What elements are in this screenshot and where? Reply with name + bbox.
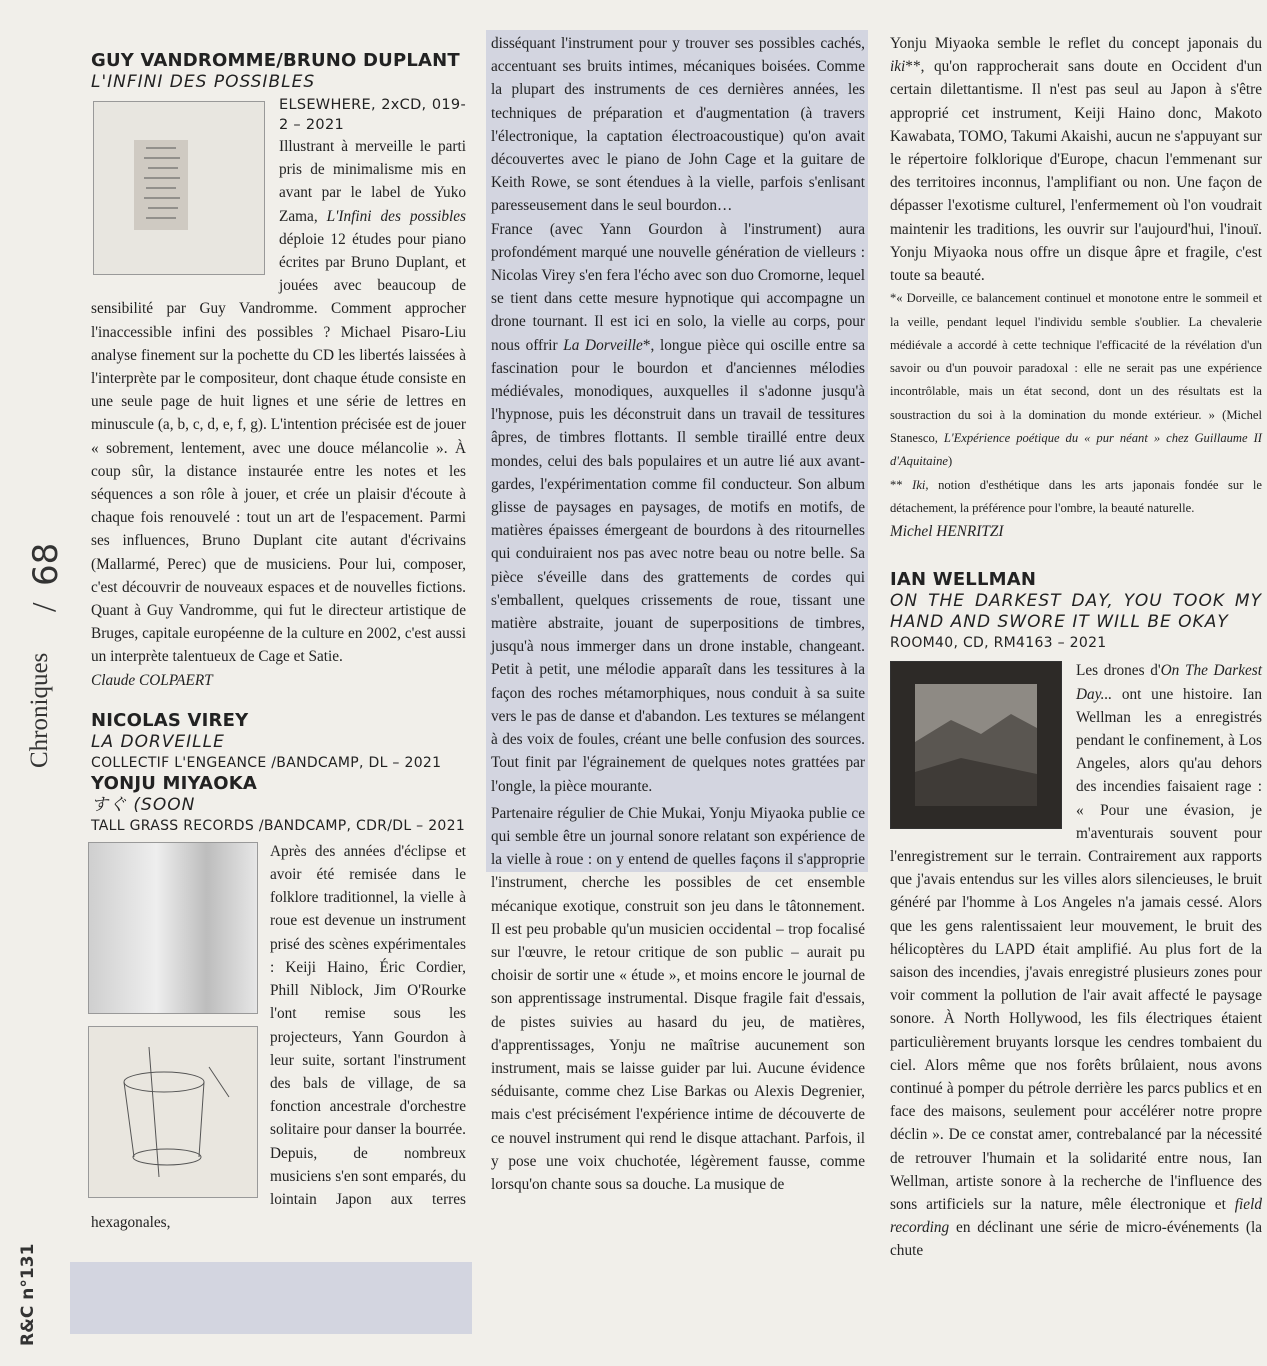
review-title: IAN WELLMAN xyxy=(890,569,1037,591)
review-title: YONJU MIYAOKA xyxy=(91,772,257,794)
album-cover-art xyxy=(94,102,264,274)
album-cover-soon xyxy=(88,842,258,1014)
column-2 xyxy=(491,32,865,1196)
review-subtitle: ON THE DARKEST DAY, YOU TOOK MY HAND AND SWORE IT WILL BE OKAY xyxy=(890,591,1262,633)
review-label: COLLECTIF L'ENGEANCE /BANDCAMP, DL – 2021 xyxy=(91,754,442,771)
review-subtitle: LA DORVEILLE xyxy=(91,731,225,752)
review-body: disséquant l'instrument pour y trouver ses possibles cachés, accentuant ses bruits intimes, mécaniques boisées. Comme la plupart des instruments de ces dernières années, les techniques de préparation et d'augmentation (à travers l'électronique, la captation électroacoustique) qu'on avait découvertes avec le piano de John Cage et la guitare de Keith Rowe, se sont étendues à la vielle, parfois s'enlisant paresseusement dans le seul bourdon… xyxy=(491,35,865,215)
review-body: Après des années d'éclipse et avoir été remisée dans le folklore traditionnel, la vielle à roue est devenue un instrument prisé des scènes expérimentales : Keiji Haino, Éric Cordier, Phill Niblock, Jim O'Rourke l'ont remise sous les projecteurs, Yann Gourdon à leur suite, sortant l'instrument des bals de village, de sa fonction ancestrale d'orchestre solitaire pour danser la bourrée. Depuis, de nombreux musiciens s'en sont emparés, du lointain Japon aux terres hexagonales, xyxy=(91,842,466,1232)
review-label: ELSEWHERE, 2xCD, 019-2 – 2021 xyxy=(279,97,466,133)
review-body: Illustrant à merveille le parti pris de minimalisme mis en avant par le label de Yuko Zama, L'Infini des possibles déploie 12 études pour piano écrites par Bruno Duplant, et jouées avec beaucoup de sensibilité par Guy Vandromme. Comment approcher l'inaccessible infini des possibles ? Michael Pisaro-Liu analyse finement sur la pochette du CD les libertés laissées à l'interprète par le compositeur, dont chaque étude consiste en une seule page de huit lignes et une série de lettres en minuscule (a, b, c, d, e, f, g). L'intention précisée est de jouer « sobrement, lentement, avec une douce mélancolie ». À coup sûr, la distance instaurée entre les notes et les séquences a son rôle à jouer, et crée un plaisir d'écoute à chaque fois renouvelé : tout un art de l'espacement. Parmi ses influences, Bruno Duplant cite autant d'écrivains (Mallarmé, Perec) que de musiciens. Pour lui, composer, c'est découvrir de nouveaux espaces et de nouvelles fictions. Quant à Guy Vandromme, qui fut le directeur artistique de Bruges, capitale européenne de la culture en 2002, c'est aussi un interprète talentueux de Cage et Satie. xyxy=(91,138,466,666)
review-author: Claude COLPAERT xyxy=(91,671,213,689)
review-title: NICOLAS VIREY xyxy=(91,709,249,731)
album-cover-photo xyxy=(891,662,1061,828)
section-label: Chroniques xyxy=(26,652,53,768)
review-body: Les drones d'On The Darkest Day... ont une histoire. Ian Wellman les a enregistrés pendant le confinement, à Los Angeles, alors qu'au dehors des incendies faisaient rage : « Pour une évasion, je m'aventurais souvent pour l'enregistrement sur le terrain. Contrairement aux rapports que j'avais entendus sur les villes alors silencieuses, le bruit généré par l'homme à Los Angeles n'a jamais cessé. Alors que les gens ralentissaient leur mouvement, le bruit des hélicoptères du LAPD était amplifié. Au plus fort de la saison des incendies, j'avais enregistré plusieurs zones pour voir comment la pollution de l'air avait affecté le paysage sonore. À North Hollywood, les fils électriques étaient particulièrement bruyants lorsque les cendres tombaient du ciel. Alors même que nos forêts brûlaient, nous avons continué à pomper du pétrole derrière les parcs publics et en face des maisons, seulement pour accélérer notre propre déclin ». De ce constat amer, contrebalancé par la nécessité de retrouver l'humain et la solidarité entre nous, Ian Wellman, artiste sonore à la recherche de l'influence des sons artificiels sur la nature, mêle électronique et field recording en déclinant une série de micro-événements (la chute xyxy=(890,662,1262,1260)
album-cover-sketch xyxy=(88,1026,258,1198)
issue-number: R&C n°131 xyxy=(18,1243,38,1346)
footnote: *« Dorveille, ce balancement continuel et monotone entre le sommeil et la veille, pendant lequel l'individu semble s'oublier. La chevalerie médiévale a accordé à cette technique l'efficacité de la révélation d'un savoir ou d'un pouvoir paradoxal : elle ne serait pas une expérience incontrôlable, mais un état second, dont un des résultats est la soustraction du soi à la domination du monde extérieur. » (Michel Stanesco, L'Expérience poétique du « pur néant » chez Guillaume II d'Aquitaine) xyxy=(890,291,1262,469)
review-body: France (avec Yann Gourdon à l'instrument) aura profondément marqué une nouvelle génération de vielleurs : Nicolas Virey s'en fera l'écho avec son duo Cromorne, lequel se tient dans cette mesure hypnotique qui accompagne un drone tournant. Il est ici en solo, la vielle au corps, pour nous offrir La Dorveille*, longue pièce qui oscille entre sa fascination pour le bourdon et d'anciennes mélodies médiévales, monodiques, auxquelles il s'adonne jusqu'à l'hypnose, puis les déconstruit dans un travail de tessitures âpres, de timbres flottants. Il semble tiraillé entre deux mondes, celui des bals populaires et un autre lié aux avant-gardes, l'expérimentation comme fil conducteur. Son album glisse de paysages en paysages, de motifs en motifs, de matières épaisses émergeant de bourdons à des ritournelles qui conduiraient nos pas avec notre beau ou notre belle. Sa pièce s'éveille dans des grattements de cordes qui s'emballent, quelques crissements de roue, tissant une matière abstraite, jouant de superpositions de timbres, jusqu'à nous immerger dans un drone instable, changeant. Petit à petit, une mélodie apparaît dans les tessitures à la façon des roches métamorphiques, nous conduit à sa suite vers le pas de danse et d'abandon. Les textures se mélangent à des voix de foules, créant une belle confusion des sources. Tout finit par l'égrainement de quelques notes grattées par l'ongle, la pièce mourante. xyxy=(491,220,865,795)
footnote: ** Iki, notion d'esthétique dans les arts japonais fondée sur le détachement, la préférence pour l'ombre, la beauté naturelle. xyxy=(890,477,1263,515)
review-body: Yonju Miyaoka semble le reflet du concept japonais du iki**, qu'on rapprocherait sans doute en Occident d'un certain dilettantisme. Il n'est pas seul au Japon à s'être approprié cet instrument, Keiji Haino donc, Makoto Kawabata, TOMO, Takumi Akaishi, aucun ne s'appuyant sur le répertoire folklorique d'Europe, chacun l'emmenant sur des territoires inconnus, l'amplifiant ou non. Une façon de dépasser l'exotisme culturel, l'enfermement où l'on voudrait maintenir les traditions, les ouvrir sur l'aujourd'hui, l'inouï. Yonju Miyaoka nous offre un disque âpre et fragile, c'est toute sa beauté. xyxy=(890,35,1262,285)
review-subtitle: すぐ (SOON xyxy=(91,794,196,815)
album-cover-wellman xyxy=(890,661,1062,829)
page-number: 68 xyxy=(26,542,66,586)
column-1 xyxy=(91,50,466,1234)
review-author: Michel HENRITZI xyxy=(890,523,1004,541)
review-subtitle: L'INFINI DES POSSIBLES xyxy=(91,72,316,92)
album-cover-infini xyxy=(93,101,265,275)
album-art-stack xyxy=(88,842,258,1198)
highlight-block-bottom xyxy=(70,1262,472,1334)
review-body: Partenaire régulier de Chie Mukai, Yonju Miyaoka publie ce qui semble être un journal sonore relatant son expérience de la vielle à roue : on y entend de quelles façons il s'approprie l'instrument, cherche les possibles de cet ensemble mécanique exotique, construit son jeu dans le tâtonnement. Il est peu probable qu'un musicien occidental – trop focalisé sur l'œuvre, le retour critique de son public – aurait pu choisir de sortir une « étude », et moins encore le journal de son apprentissage instrumental. Disque fragile fait d'essais, de pistes suivies au hasard du jeu, de matières, d'apprentissages, Yonju ne maîtrise aucunement son instrument, mais se laisse guider par lui. Aucune évidence séduisante, comme chez Lise Barkas ou Alexis Degrenier, mais c'est précisément l'expérience intime de découverte de ce nouvel instrument qui rend le disque attachant. Parfois, il y pose une voix chuchotée, légèrement fausse, comme lorsqu'on chante sous sa douche. La musique de xyxy=(491,804,865,1193)
review-label: TALL GRASS RECORDS /BANDCAMP, CDR/DL – 2021 xyxy=(91,817,466,834)
slash-divider: / xyxy=(26,602,63,612)
review-title: GUY VANDROMME/BRUNO DUPLANT xyxy=(91,50,460,71)
review-label: ROOM40, CD, RM4163 – 2021 xyxy=(890,635,1107,652)
sketch-drawing xyxy=(89,1027,257,1197)
column-3 xyxy=(890,32,1262,1263)
